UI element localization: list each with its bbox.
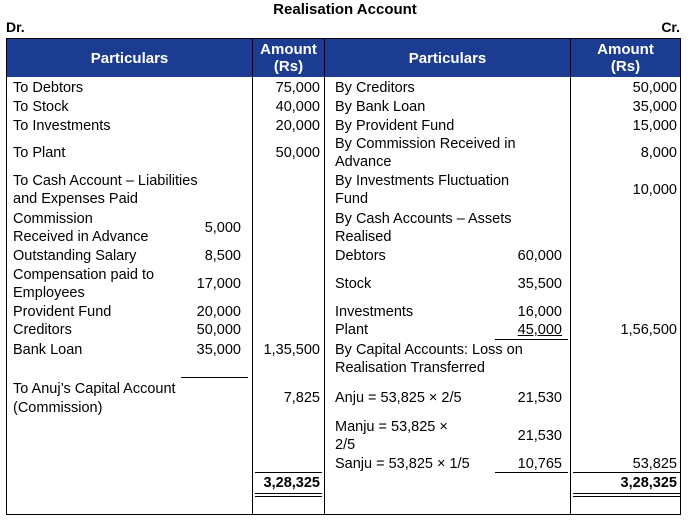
debit-cash-total: 1,35,500 xyxy=(263,342,320,358)
debit-debtors-amount: 75,000 xyxy=(275,80,320,96)
debit-label: Dr. xyxy=(6,19,25,35)
subtotal-rule xyxy=(495,339,568,340)
debit-investments-label: To Investments xyxy=(13,118,111,134)
credit-manju-label: Manju = 53,825 × xyxy=(335,419,448,435)
credit-capital-label: By Capital Accounts: Loss on xyxy=(335,342,523,358)
header-right-particulars: Particulars xyxy=(325,39,570,77)
credit-investments-value: 16,000 xyxy=(517,304,562,320)
credit-sanju-value: 10,765 xyxy=(517,456,562,472)
debit-compensation-label: Compensation paid to xyxy=(13,267,155,283)
credit-label: Cr. xyxy=(661,19,680,35)
total-rule-top xyxy=(573,472,680,473)
debit-stock-label: To Stock xyxy=(13,99,69,115)
debit-cash-label-line2: and Expenses Paid xyxy=(13,191,138,207)
credit-manju-value: 21,530 xyxy=(517,428,562,444)
credit-anju-label: Anju = 53,825 × 2/5 xyxy=(335,390,462,406)
header-left-amount: Amount (Rs) xyxy=(253,39,324,77)
credit-creditors-amount: 50,000 xyxy=(632,80,677,96)
debit-plant-label: To Plant xyxy=(13,145,66,161)
debit-bank-loan-label: Bank Loan xyxy=(13,342,83,358)
debit-investments-amount: 20,000 xyxy=(275,118,320,134)
total-rule-top xyxy=(255,472,322,473)
debit-anuj-amount: 7,825 xyxy=(283,390,320,406)
credit-commission-label: By Commission Received in xyxy=(335,136,516,152)
debit-commission-label: Commission xyxy=(13,211,93,227)
credit-commission-label-line2: Advance xyxy=(335,154,392,170)
credit-manju-label-line2: 2/5 xyxy=(335,437,356,453)
credit-provident-label: By Provident Fund xyxy=(335,118,455,134)
credit-plant-value: 45,000 xyxy=(517,322,562,338)
debit-creditors-label: Creditors xyxy=(13,322,72,338)
credit-investments-label: Investments xyxy=(335,304,414,320)
credit-capital-label-line2: Realisation Transferred xyxy=(335,360,485,376)
debit-stock-amount: 40,000 xyxy=(275,99,320,115)
debit-provident-value: 20,000 xyxy=(196,304,241,320)
subtotal-rule xyxy=(495,472,568,473)
credit-capital-total: 53,825 xyxy=(632,456,677,472)
debit-salary-label: Outstanding Salary xyxy=(13,248,137,264)
debit-commission-label-line2: Received in Advance xyxy=(13,229,149,245)
total-rule-bottom xyxy=(255,496,322,497)
credit-cash-label: By Cash Accounts – Assets xyxy=(335,211,512,227)
credit-debtors-value: 60,000 xyxy=(517,248,562,264)
credit-anju-value: 21,530 xyxy=(517,390,562,406)
account-title: Realisation Account xyxy=(273,1,417,18)
debit-compensation-label-line2: Employees xyxy=(13,285,85,301)
credit-creditors-label: By Creditors xyxy=(335,80,415,96)
credit-stock-value: 35,500 xyxy=(517,276,562,292)
debit-compensation-value: 17,000 xyxy=(196,276,241,292)
credit-bank-loan-amount: 35,000 xyxy=(632,99,677,115)
debit-creditors-value: 50,000 xyxy=(196,322,241,338)
credit-ifr-label-line2: Fund xyxy=(335,191,369,207)
credit-sanju-label: Sanju = 53,825 × 1/5 xyxy=(335,456,470,472)
credit-stock-label: Stock xyxy=(335,276,372,292)
credit-cash-label-line2: Realised xyxy=(335,229,392,245)
debit-commission-value: 5,000 xyxy=(204,220,241,236)
total-rule-bottom xyxy=(255,493,322,494)
credit-cash-total: 1,56,500 xyxy=(620,322,677,338)
subtotal-rule xyxy=(181,377,248,378)
credit-commission-amount: 8,000 xyxy=(640,145,677,161)
credit-bank-loan-label: By Bank Loan xyxy=(335,99,426,115)
debit-provident-label: Provident Fund xyxy=(13,304,112,320)
debit-cash-label: To Cash Account – Liabilities xyxy=(13,173,198,189)
header-left-particulars: Particulars xyxy=(7,39,252,77)
debit-debtors-label: To Debtors xyxy=(13,80,84,96)
realisation-account-table xyxy=(6,38,681,515)
debit-bank-loan-value: 35,000 xyxy=(196,342,241,358)
credit-ifr-label: By Investments Fluctuation xyxy=(335,173,510,189)
credit-ifr-amount: 10,000 xyxy=(632,182,677,198)
debit-anuj-label-line2: (Commission) xyxy=(13,400,103,416)
debit-anuj-label: To Anuj’s Capital Account xyxy=(13,381,176,397)
debit-plant-amount: 50,000 xyxy=(275,145,320,161)
total-rule-bottom xyxy=(573,496,680,497)
credit-grand-total: 3,28,325 xyxy=(620,475,677,491)
credit-provident-amount: 15,000 xyxy=(632,118,677,134)
credit-debtors-label: Debtors xyxy=(335,248,386,264)
column-divider xyxy=(324,39,325,514)
total-rule-bottom xyxy=(573,493,680,494)
credit-plant-label: Plant xyxy=(335,322,369,338)
debit-salary-value: 8,500 xyxy=(204,248,241,264)
debit-grand-total: 3,28,325 xyxy=(263,475,320,491)
header-right-amount: Amount (Rs) xyxy=(571,39,680,77)
